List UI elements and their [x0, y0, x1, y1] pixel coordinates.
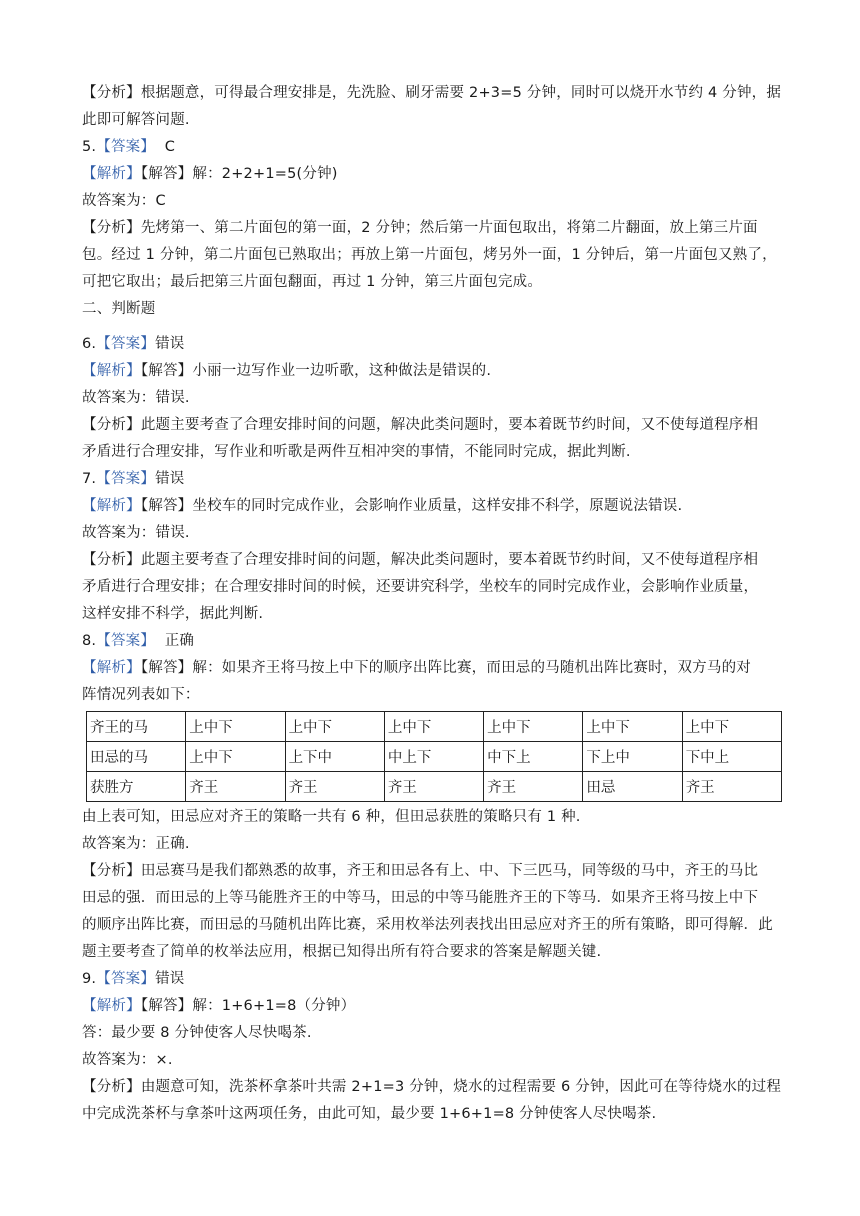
q7-analysis-line-3: 这样安排不科学，据此判断. [82, 606, 264, 622]
table-cell: 齐王 [384, 772, 483, 802]
table-cell: 上中下 [583, 712, 682, 742]
analysis-tag: 【分析】 [82, 1079, 141, 1095]
table-cell: 齐王 [186, 772, 285, 802]
q6-analysis-line-1: 【分析】此题主要考查了合理安排时间的问题，解决此类问题时，要本着既节约时间，又不使每道程序相 [82, 417, 759, 433]
table-cell: 上中下 [285, 712, 384, 742]
q8-after-table: 由上表可知，田忌应对齐王的策略一共有 6 种，但田忌获胜的策略只有 1 种. [82, 809, 581, 825]
table-cell: 中上下 [384, 742, 483, 772]
explain-tag: 【解析】 [82, 363, 141, 379]
table-row-header: 获胜方 [87, 772, 186, 802]
answer-tag: 【答案】 [96, 471, 156, 487]
table-cell: 上中下 [186, 742, 285, 772]
table-cell: 上下中 [285, 742, 384, 772]
q7-analysis-line-2: 矛盾进行合理安排；在合理安排时间的时候，还要讲究科学，坐校车的同时完成作业，会影响作业质量， [82, 579, 759, 595]
row-tian-horses [87, 742, 782, 772]
table-cell: 齐王 [285, 772, 384, 802]
answer-tag: 【答案】 [96, 139, 156, 155]
q9-answer: 9.【答案】错误 [82, 971, 185, 987]
q8-analysis-line-2: 田忌的强．而田忌的上等马能胜齐王的中等马，田忌的中等马能胜齐王的下等马．如果齐王将马按上中下 [82, 890, 759, 906]
q5-analysis-line-1: 【分析】先烤第一、第二片面包的第一面，2 分钟；然后第一片面包取出，将第二片翻面，放上第三片面 [82, 220, 758, 236]
q6-final: 故答案为：错误. [82, 390, 190, 406]
row-winner [87, 772, 782, 802]
q6-answer: 6.【答案】错误 [82, 336, 185, 352]
q9-analysis-line-1: 【分析】由题意可知，洗茶杯拿茶叶共需 2+1=3 分钟，烧水的过程需要 6 分钟，因此可在等待烧水的过程 [82, 1079, 782, 1095]
q8-solve-line-2: 阵情况列表如下： [82, 687, 200, 703]
answer-tag: 【答案】 [96, 336, 156, 352]
q7-answer: 7.【答案】错误 [82, 471, 185, 487]
answer-tag: 【答案】 [96, 971, 156, 987]
q4-analysis-line-2: 此即可解答问题. [82, 112, 190, 128]
table-cell: 中下上 [484, 742, 583, 772]
q5-final: 故答案为：C [82, 193, 166, 209]
table-cell: 上中下 [484, 712, 583, 742]
q8-analysis-line-4: 题主要考查了简单的枚举法应用，根据已知得出所有符合要求的答案是解题关键. [82, 944, 602, 960]
q5-solve: 【解析】【解答】解：2+2+1=5(分钟) [82, 166, 338, 182]
matchup-table [86, 711, 782, 802]
solve-tag: 【解答】 [140, 363, 193, 379]
q5-analysis-line-3: 可把它取出；最后把第三片面包翻面，再过 1 分钟，第三片面包完成。 [82, 274, 543, 290]
q8-answer: 8.【答案】 正确 [82, 633, 195, 649]
table-cell: 上中下 [682, 712, 781, 742]
q5-analysis-line-2: 包。经过 1 分钟，第二片面包已熟取出；再放上第一片面包，烤另外一面，1 分钟后，第一片面包又熟了， [82, 247, 777, 263]
q9-solve: 【解析】【解答】解：1+6+1=8（分钟） [82, 998, 356, 1014]
section-title: 二、判断题 [82, 301, 156, 317]
table-cell: 齐王 [484, 772, 583, 802]
q9-analysis-line-2: 中完成洗茶杯与拿茶叶这两项任务，由此可知，最少要 1+6+1=8 分钟使客人尽快喝茶. [82, 1106, 657, 1122]
q6-solve: 【解析】【解答】小丽一边写作业一边听歌，这种做法是错误的. [82, 363, 492, 379]
q7-solve: 【解析】【解答】坐校车的同时完成作业，会影响作业质量，这样安排不科学，原题说法错误. [82, 498, 683, 514]
table-cell: 上中下 [186, 712, 285, 742]
analysis-tag: 【分析】 [82, 85, 141, 101]
table-row-header: 齐王的马 [87, 712, 186, 742]
table-cell: 上中下 [384, 712, 483, 742]
answer-tag: 【答案】 [96, 633, 156, 649]
table-cell: 下中上 [682, 742, 781, 772]
table-row-header: 田忌的马 [87, 742, 186, 772]
q7-analysis-line-1: 【分析】此题主要考查了合理安排时间的问题，解决此类问题时，要本着既节约时间，又不使每道程序相 [82, 552, 759, 568]
explain-tag: 【解析】 [82, 998, 141, 1014]
document-page [82, 80, 782, 1128]
q9-reply: 答：最少要 8 分钟使客人尽快喝茶. [82, 1025, 312, 1041]
q8-analysis-line-1: 【分析】田忌赛马是我们都熟悉的故事，齐王和田忌各有上、中、下三匹马，同等级的马中，齐王的马比 [82, 863, 759, 879]
q8-solve-line-1: 【解析】【解答】解：如果齐王将马按上中下的顺序出阵比赛，而田忌的马随机出阵比赛时，双方马的对 [82, 660, 751, 676]
explain-tag: 【解析】 [82, 498, 141, 514]
table-cell: 下上中 [583, 742, 682, 772]
solve-tag: 【解答】 [140, 660, 193, 676]
table-cell: 田忌 [583, 772, 682, 802]
q8-analysis-line-3: 的顺序出阵比赛，而田忌的马随机出阵比赛，采用枚举法列表找出田忌应对齐王的所有策略，即可得解．此 [82, 917, 773, 933]
q4-analysis-line-1: 【分析】根据题意，可得最合理安排是，先洗脸、刷牙需要 2+3=5 分钟，同时可以烧开水节约 4 分钟，据 [82, 85, 782, 101]
analysis-tag: 【分析】 [82, 863, 141, 879]
analysis-tag: 【分析】 [82, 220, 141, 236]
row-qi-horses [87, 712, 782, 742]
solve-tag: 【解答】 [140, 998, 193, 1014]
analysis-tag: 【分析】 [82, 417, 141, 433]
q8-final: 故答案为：正确. [82, 836, 190, 852]
q7-final: 故答案为：错误. [82, 525, 190, 541]
explain-tag: 【解析】 [82, 166, 141, 182]
q6-analysis-line-2: 矛盾进行合理安排，写作业和听歌是两件互相冲突的事情，不能同时完成，据此判断. [82, 444, 631, 460]
solve-tag: 【解答】 [140, 498, 193, 514]
solve-tag: 【解答】 [140, 166, 193, 182]
q5-answer: 5.【答案】 C [82, 139, 176, 155]
q9-final: 故答案为：×. [82, 1052, 173, 1068]
explain-tag: 【解析】 [82, 660, 141, 676]
analysis-tag: 【分析】 [82, 552, 141, 568]
table-cell: 齐王 [682, 772, 781, 802]
